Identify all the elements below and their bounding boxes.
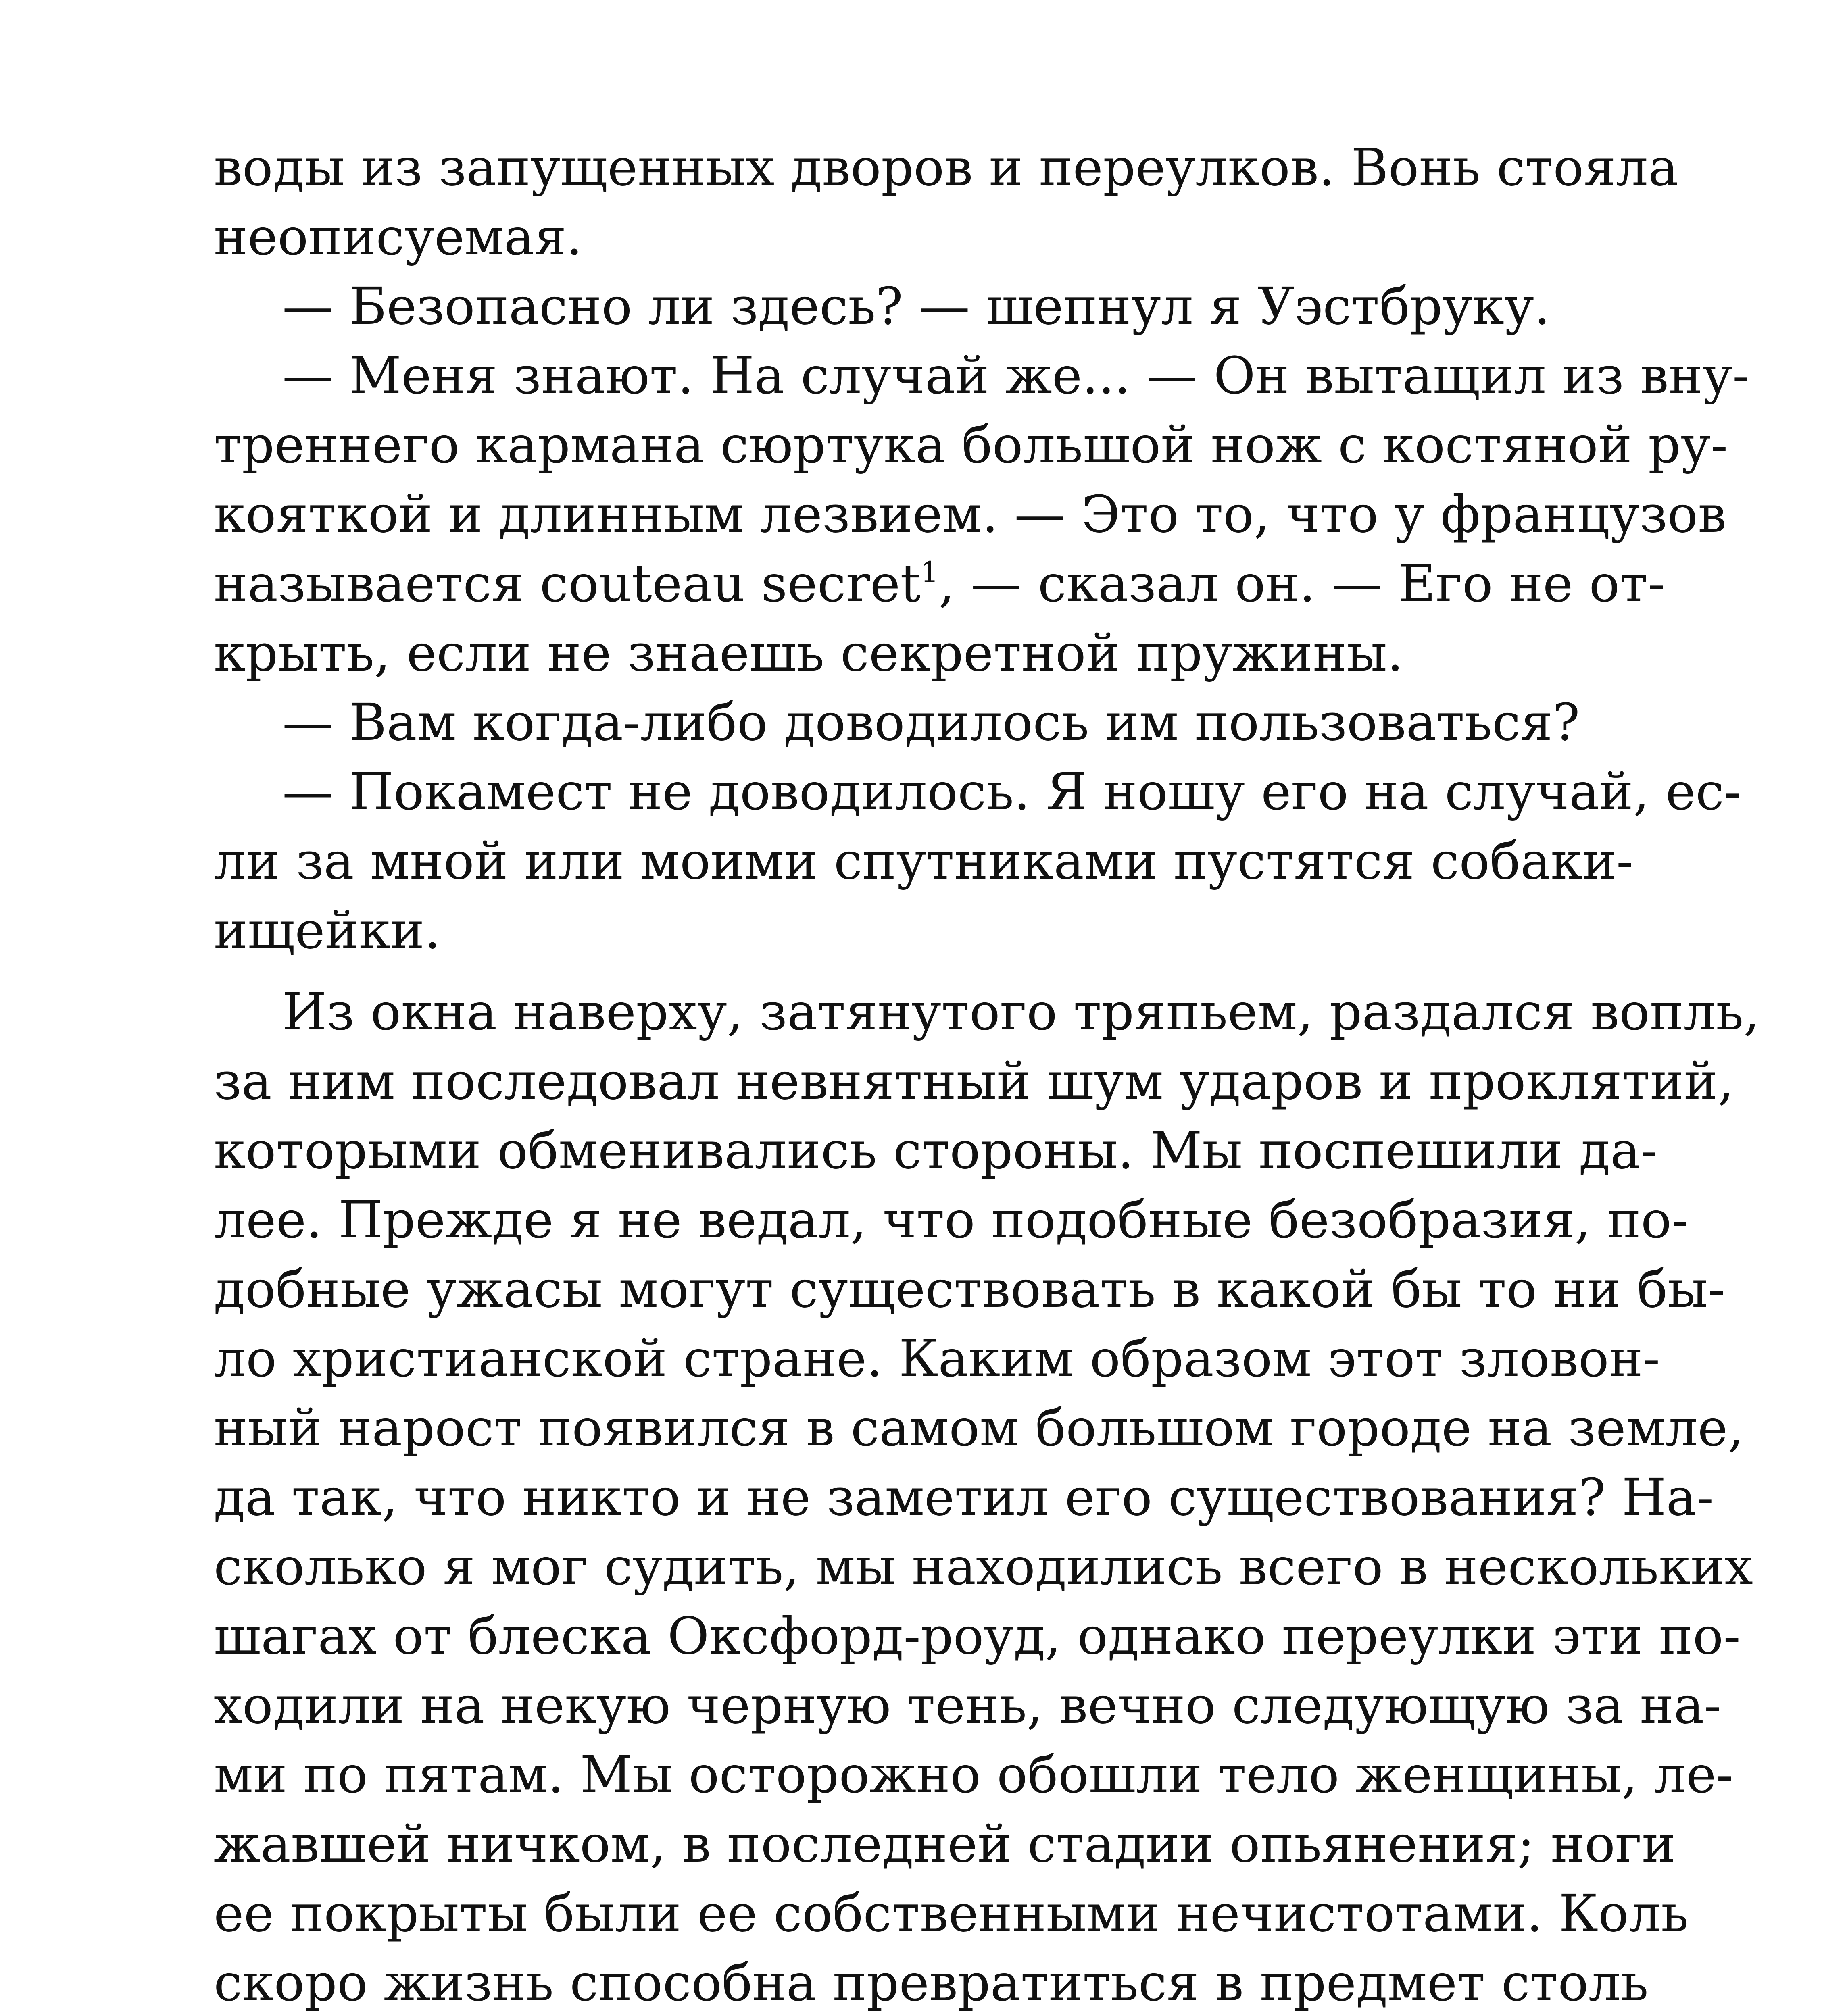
text-line-content: неописуемая. [214, 207, 583, 267]
text-line-content: — Меня знают. На случай же... — Он вытащил из вну- [282, 346, 1750, 405]
text-line [214, 688, 1613, 757]
text-line [214, 410, 1728, 480]
text-line-content: треннего кармана сюртука большой нож с костяной ру- [214, 415, 1728, 475]
text-line-content: — Безопасно ли здесь? — шепнул я Уэстбруку. [282, 277, 1551, 336]
text-line-content: добные ужасы могут существовать в какой бы то ни бы- [214, 1260, 1725, 1319]
text-line [214, 549, 1665, 619]
text-line-content: ищейки. [214, 901, 441, 960]
text-line [214, 202, 1613, 272]
text-line-content: лее. Прежде я не ведал, что подобные безобразия, по- [214, 1190, 1689, 1250]
text-line [214, 619, 1613, 688]
text-line [214, 1324, 1660, 1393]
text-line [214, 1602, 1741, 1671]
text-line [214, 272, 1613, 341]
text-line [214, 1463, 1714, 1532]
text-line-content: — Вам когда-либо доводилось им пользоваться? [282, 693, 1580, 752]
text-line [214, 1116, 1658, 1185]
text-line [214, 1393, 1744, 1463]
text-line [214, 1879, 1689, 1948]
text-line-content: ее покрыты были ее собственными нечистотами. Коль [214, 1884, 1689, 1943]
text-line-content: крыть, если не знаешь секретной пружины. [214, 623, 1403, 683]
text-line [214, 1047, 1734, 1116]
text-line [214, 896, 1613, 965]
text-line-content: скоро жизнь способна превратиться в предмет столь [214, 1953, 1649, 2012]
text-line [214, 1740, 1734, 1810]
text-line-content: воды из запущенных дворов и переулков. Вонь стояла [214, 138, 1678, 197]
text-line [214, 1255, 1725, 1324]
text-line-content: кояткой и длинным лезвием. — Это то, что у французов [214, 485, 1727, 544]
text-line [214, 977, 1760, 1047]
text-line-content: ный нарост появился в самом большом городе на земле, [214, 1398, 1744, 1458]
text-line-content: за ним последовал невнятный шум ударов и проклятий, [214, 1052, 1734, 1111]
text-line-content: ми по пятам. Мы осторожно обошли тело женщины, ле- [214, 1745, 1734, 1804]
text-line [214, 1532, 1753, 1602]
text-line-content: шагах от блеска Оксфорд-роуд, однако переулки эти по- [214, 1606, 1741, 1666]
text-line-content: ло христианской стране. Каким образом этот зловон- [214, 1329, 1660, 1388]
text-line [214, 133, 1678, 202]
text-line-content: — Покамест не доводилось. Я ношу его на случай, ес- [282, 762, 1741, 821]
body-text [214, 133, 1760, 2016]
text-line-content: жавшей ничком, в последней стадии опьянения; ноги [214, 1814, 1676, 1874]
text-line-content: Из окна наверху, затянутого тряпьем, раздался вопль, [282, 982, 1760, 1041]
text-line-content: ходили на некую черную тень, вечно следующую за на- [214, 1676, 1722, 1735]
text-line-content: называется couteau secret [214, 554, 921, 613]
text-line [214, 1810, 1676, 1879]
text-line [214, 1671, 1722, 1740]
text-line [214, 341, 1750, 410]
text-line-content: ли за мной или моими спутниками пустятся собаки- [214, 831, 1634, 891]
text-line [214, 1185, 1689, 1255]
text-line-tail: , — сказал он. — Его не от- [938, 554, 1665, 613]
text-line [214, 480, 1727, 549]
text-line [214, 1948, 1649, 2016]
footnote-marker: 1 [920, 556, 939, 589]
text-line-content: сколько я мог судить, мы находились всего в нескольких [214, 1537, 1753, 1596]
text-line-content: которыми обменивались стороны. Мы поспешили да- [214, 1121, 1658, 1180]
text-line-content: да так, что никто и не заметил его существования? На- [214, 1468, 1714, 1527]
text-line [214, 757, 1741, 827]
paragraph-gap [214, 965, 1613, 977]
text-line [214, 827, 1634, 896]
